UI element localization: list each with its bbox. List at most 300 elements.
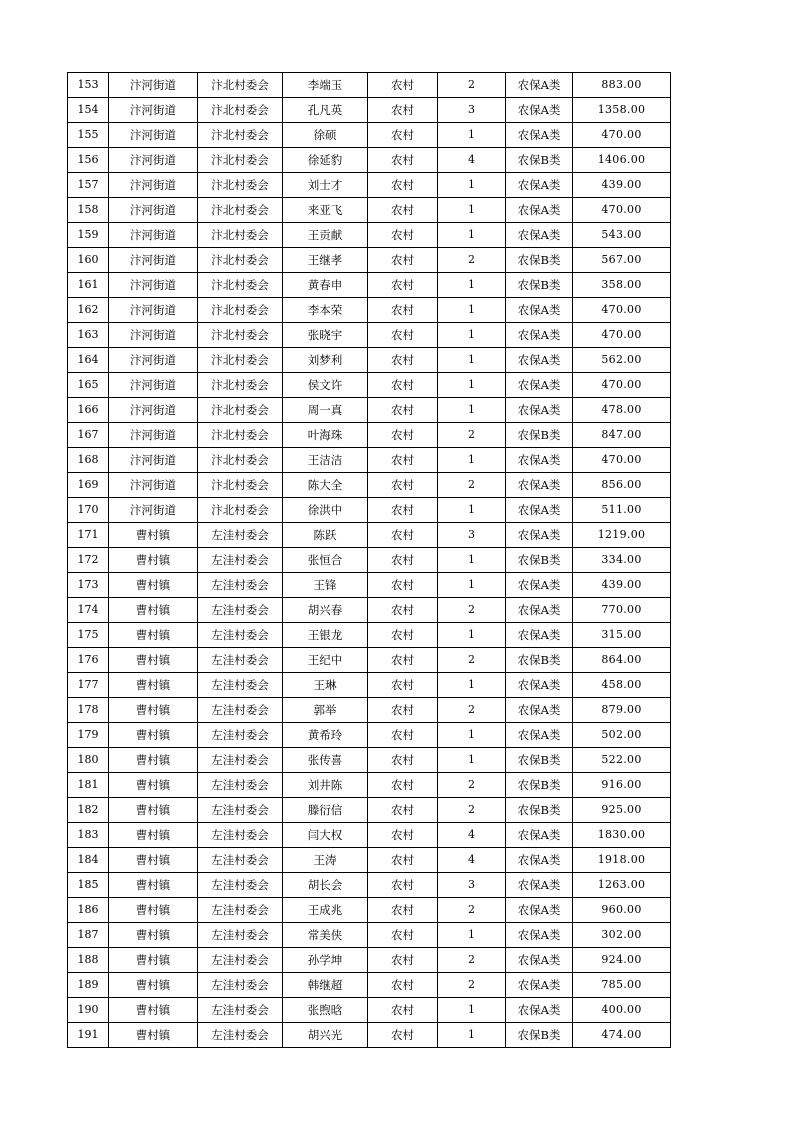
area-type-cell: 农村 <box>368 348 438 373</box>
table-row <box>68 898 671 923</box>
amount-cell: 458.00 <box>573 673 671 698</box>
person-name-cell: 王洁洁 <box>283 448 368 473</box>
town-cell: 曹村镇 <box>109 1023 198 1048</box>
town-cell: 曹村镇 <box>109 698 198 723</box>
insurance-category-cell: 农保A类 <box>506 123 573 148</box>
amount-cell: 1406.00 <box>573 148 671 173</box>
area-type-cell: 农村 <box>368 273 438 298</box>
town-cell: 汴河街道 <box>109 323 198 348</box>
row-number-cell: 177 <box>68 673 109 698</box>
table-row <box>68 698 671 723</box>
household-count-cell: 2 <box>438 973 506 998</box>
insurance-category-cell: 农保A类 <box>506 823 573 848</box>
household-count-cell: 1 <box>438 323 506 348</box>
household-count-cell: 1 <box>438 748 506 773</box>
insurance-category-cell: 农保A类 <box>506 198 573 223</box>
amount-cell: 1263.00 <box>573 873 671 898</box>
person-name-cell: 滕衍信 <box>283 798 368 823</box>
amount-cell: 864.00 <box>573 648 671 673</box>
household-count-cell: 2 <box>438 698 506 723</box>
area-type-cell: 农村 <box>368 248 438 273</box>
insurance-category-cell: 农保B类 <box>506 148 573 173</box>
amount-cell: 770.00 <box>573 598 671 623</box>
insurance-category-cell: 农保A类 <box>506 448 573 473</box>
table-row <box>68 273 671 298</box>
village-cell: 左洼村委会 <box>198 773 283 798</box>
row-number-cell: 162 <box>68 298 109 323</box>
village-cell: 左洼村委会 <box>198 798 283 823</box>
village-cell: 左洼村委会 <box>198 1023 283 1048</box>
table-row <box>68 423 671 448</box>
row-number-cell: 156 <box>68 148 109 173</box>
village-cell: 汴北村委会 <box>198 123 283 148</box>
table-row <box>68 598 671 623</box>
village-cell: 汴北村委会 <box>198 248 283 273</box>
insurance-category-cell: 农保A类 <box>506 473 573 498</box>
area-type-cell: 农村 <box>368 123 438 148</box>
town-cell: 曹村镇 <box>109 898 198 923</box>
village-cell: 汴北村委会 <box>198 223 283 248</box>
village-cell: 左洼村委会 <box>198 973 283 998</box>
village-cell: 汴北村委会 <box>198 198 283 223</box>
village-cell: 左洼村委会 <box>198 748 283 773</box>
area-type-cell: 农村 <box>368 573 438 598</box>
person-name-cell: 胡兴春 <box>283 598 368 623</box>
town-cell: 汴河街道 <box>109 373 198 398</box>
village-cell: 汴北村委会 <box>198 373 283 398</box>
table-row <box>68 973 671 998</box>
household-count-cell: 1 <box>438 623 506 648</box>
area-type-cell: 农村 <box>368 1023 438 1048</box>
amount-cell: 1918.00 <box>573 848 671 873</box>
insurance-category-cell: 农保A类 <box>506 948 573 973</box>
area-type-cell: 农村 <box>368 723 438 748</box>
household-count-cell: 2 <box>438 598 506 623</box>
insurance-category-cell: 农保B类 <box>506 248 573 273</box>
row-number-cell: 184 <box>68 848 109 873</box>
amount-cell: 439.00 <box>573 573 671 598</box>
row-number-cell: 186 <box>68 898 109 923</box>
table-row <box>68 373 671 398</box>
household-count-cell: 1 <box>438 448 506 473</box>
amount-cell: 511.00 <box>573 498 671 523</box>
area-type-cell: 农村 <box>368 948 438 973</box>
village-cell: 汴北村委会 <box>198 498 283 523</box>
person-name-cell: 孔凡英 <box>283 98 368 123</box>
amount-cell: 562.00 <box>573 348 671 373</box>
row-number-cell: 166 <box>68 398 109 423</box>
row-number-cell: 154 <box>68 98 109 123</box>
area-type-cell: 农村 <box>368 598 438 623</box>
amount-cell: 470.00 <box>573 323 671 348</box>
village-cell: 汴北村委会 <box>198 298 283 323</box>
household-count-cell: 2 <box>438 798 506 823</box>
row-number-cell: 165 <box>68 373 109 398</box>
insurance-category-cell: 农保A类 <box>506 523 573 548</box>
table-row <box>68 198 671 223</box>
village-cell: 左洼村委会 <box>198 998 283 1023</box>
village-cell: 左洼村委会 <box>198 648 283 673</box>
row-number-cell: 168 <box>68 448 109 473</box>
row-number-cell: 164 <box>68 348 109 373</box>
row-number-cell: 183 <box>68 823 109 848</box>
insurance-category-cell: 农保B类 <box>506 1023 573 1048</box>
insurance-category-cell: 农保B类 <box>506 773 573 798</box>
amount-cell: 960.00 <box>573 898 671 923</box>
row-number-cell: 158 <box>68 198 109 223</box>
village-cell: 汴北村委会 <box>198 448 283 473</box>
row-number-cell: 176 <box>68 648 109 673</box>
village-cell: 汴北村委会 <box>198 98 283 123</box>
table-row <box>68 73 671 98</box>
person-name-cell: 胡兴光 <box>283 1023 368 1048</box>
area-type-cell: 农村 <box>368 448 438 473</box>
insurance-category-cell: 农保B类 <box>506 548 573 573</box>
amount-cell: 470.00 <box>573 198 671 223</box>
amount-cell: 315.00 <box>573 623 671 648</box>
household-count-cell: 2 <box>438 248 506 273</box>
row-number-cell: 172 <box>68 548 109 573</box>
household-count-cell: 1 <box>438 298 506 323</box>
person-name-cell: 王继孝 <box>283 248 368 273</box>
insurance-category-cell: 农保A类 <box>506 573 573 598</box>
insurance-category-cell: 农保A类 <box>506 723 573 748</box>
insurance-category-cell: 农保A类 <box>506 848 573 873</box>
table-row <box>68 323 671 348</box>
amount-cell: 302.00 <box>573 923 671 948</box>
table-row <box>68 173 671 198</box>
row-number-cell: 169 <box>68 473 109 498</box>
amount-cell: 334.00 <box>573 548 671 573</box>
amount-cell: 856.00 <box>573 473 671 498</box>
person-name-cell: 胡长会 <box>283 873 368 898</box>
table-row <box>68 823 671 848</box>
amount-cell: 1830.00 <box>573 823 671 848</box>
area-type-cell: 农村 <box>368 898 438 923</box>
insurance-category-cell: 农保A类 <box>506 898 573 923</box>
household-count-cell: 1 <box>438 548 506 573</box>
village-cell: 汴北村委会 <box>198 323 283 348</box>
insurance-category-cell: 农保A类 <box>506 673 573 698</box>
area-type-cell: 农村 <box>368 498 438 523</box>
table-row <box>68 473 671 498</box>
insurance-category-cell: 农保B类 <box>506 748 573 773</box>
insurance-category-cell: 农保A类 <box>506 598 573 623</box>
roster-table-body <box>68 73 671 1048</box>
row-number-cell: 157 <box>68 173 109 198</box>
insurance-category-cell: 农保A类 <box>506 348 573 373</box>
town-cell: 汴河街道 <box>109 123 198 148</box>
village-cell: 左洼村委会 <box>198 723 283 748</box>
table-row <box>68 523 671 548</box>
row-number-cell: 180 <box>68 748 109 773</box>
village-cell: 左洼村委会 <box>198 873 283 898</box>
person-name-cell: 侯文许 <box>283 373 368 398</box>
area-type-cell: 农村 <box>368 773 438 798</box>
area-type-cell: 农村 <box>368 648 438 673</box>
village-cell: 汴北村委会 <box>198 348 283 373</box>
person-name-cell: 王纪中 <box>283 648 368 673</box>
town-cell: 汴河街道 <box>109 98 198 123</box>
village-cell: 左洼村委会 <box>198 548 283 573</box>
town-cell: 汴河街道 <box>109 248 198 273</box>
amount-cell: 1219.00 <box>573 523 671 548</box>
town-cell: 曹村镇 <box>109 948 198 973</box>
table-row <box>68 98 671 123</box>
household-count-cell: 2 <box>438 773 506 798</box>
amount-cell: 522.00 <box>573 748 671 773</box>
town-cell: 汴河街道 <box>109 423 198 448</box>
insurance-category-cell: 农保A类 <box>506 223 573 248</box>
insurance-category-cell: 农保A类 <box>506 698 573 723</box>
area-type-cell: 农村 <box>368 148 438 173</box>
row-number-cell: 160 <box>68 248 109 273</box>
row-number-cell: 191 <box>68 1023 109 1048</box>
table-row <box>68 873 671 898</box>
row-number-cell: 190 <box>68 998 109 1023</box>
assistance-roster-table <box>67 72 671 1048</box>
area-type-cell: 农村 <box>368 848 438 873</box>
person-name-cell: 刘井陈 <box>283 773 368 798</box>
town-cell: 曹村镇 <box>109 973 198 998</box>
village-cell: 汴北村委会 <box>198 423 283 448</box>
person-name-cell: 韩继超 <box>283 973 368 998</box>
amount-cell: 543.00 <box>573 223 671 248</box>
amount-cell: 879.00 <box>573 698 671 723</box>
area-type-cell: 农村 <box>368 298 438 323</box>
row-number-cell: 178 <box>68 698 109 723</box>
village-cell: 左洼村委会 <box>198 673 283 698</box>
row-number-cell: 175 <box>68 623 109 648</box>
household-count-cell: 1 <box>438 398 506 423</box>
person-name-cell: 刘士才 <box>283 173 368 198</box>
village-cell: 汴北村委会 <box>198 398 283 423</box>
insurance-category-cell: 农保B类 <box>506 798 573 823</box>
row-number-cell: 163 <box>68 323 109 348</box>
town-cell: 汴河街道 <box>109 348 198 373</box>
insurance-category-cell: 农保B类 <box>506 423 573 448</box>
person-name-cell: 王贡献 <box>283 223 368 248</box>
amount-cell: 400.00 <box>573 998 671 1023</box>
area-type-cell: 农村 <box>368 923 438 948</box>
town-cell: 曹村镇 <box>109 923 198 948</box>
household-count-cell: 1 <box>438 723 506 748</box>
area-type-cell: 农村 <box>368 798 438 823</box>
town-cell: 曹村镇 <box>109 773 198 798</box>
town-cell: 曹村镇 <box>109 598 198 623</box>
table-row <box>68 848 671 873</box>
table-row <box>68 623 671 648</box>
row-number-cell: 174 <box>68 598 109 623</box>
insurance-category-cell: 农保A类 <box>506 373 573 398</box>
insurance-category-cell: 农保B类 <box>506 648 573 673</box>
person-name-cell: 陈大全 <box>283 473 368 498</box>
area-type-cell: 农村 <box>368 373 438 398</box>
town-cell: 曹村镇 <box>109 648 198 673</box>
village-cell: 左洼村委会 <box>198 623 283 648</box>
amount-cell: 439.00 <box>573 173 671 198</box>
household-count-cell: 2 <box>438 898 506 923</box>
insurance-category-cell: 农保A类 <box>506 398 573 423</box>
row-number-cell: 173 <box>68 573 109 598</box>
household-count-cell: 1 <box>438 673 506 698</box>
person-name-cell: 张晓宇 <box>283 323 368 348</box>
town-cell: 汴河街道 <box>109 298 198 323</box>
row-number-cell: 161 <box>68 273 109 298</box>
table-row <box>68 998 671 1023</box>
row-number-cell: 171 <box>68 523 109 548</box>
amount-cell: 502.00 <box>573 723 671 748</box>
area-type-cell: 农村 <box>368 223 438 248</box>
area-type-cell: 农村 <box>368 173 438 198</box>
insurance-category-cell: 农保A类 <box>506 873 573 898</box>
town-cell: 汴河街道 <box>109 173 198 198</box>
village-cell: 左洼村委会 <box>198 948 283 973</box>
area-type-cell: 农村 <box>368 323 438 348</box>
town-cell: 曹村镇 <box>109 548 198 573</box>
row-number-cell: 170 <box>68 498 109 523</box>
town-cell: 曹村镇 <box>109 823 198 848</box>
insurance-category-cell: 农保A类 <box>506 623 573 648</box>
area-type-cell: 农村 <box>368 73 438 98</box>
amount-cell: 785.00 <box>573 973 671 998</box>
household-count-cell: 1 <box>438 373 506 398</box>
person-name-cell: 徐洪中 <box>283 498 368 523</box>
person-name-cell: 王成兆 <box>283 898 368 923</box>
household-count-cell: 1 <box>438 198 506 223</box>
household-count-cell: 1 <box>438 273 506 298</box>
person-name-cell: 闫大权 <box>283 823 368 848</box>
table-row <box>68 723 671 748</box>
town-cell: 曹村镇 <box>109 998 198 1023</box>
village-cell: 汴北村委会 <box>198 73 283 98</box>
village-cell: 汴北村委会 <box>198 473 283 498</box>
person-name-cell: 黄希玲 <box>283 723 368 748</box>
amount-cell: 470.00 <box>573 373 671 398</box>
row-number-cell: 189 <box>68 973 109 998</box>
person-name-cell: 孙学坤 <box>283 948 368 973</box>
amount-cell: 1358.00 <box>573 98 671 123</box>
household-count-cell: 1 <box>438 173 506 198</box>
household-count-cell: 4 <box>438 823 506 848</box>
village-cell: 左洼村委会 <box>198 698 283 723</box>
area-type-cell: 农村 <box>368 98 438 123</box>
household-count-cell: 2 <box>438 948 506 973</box>
village-cell: 汴北村委会 <box>198 148 283 173</box>
table-row <box>68 773 671 798</box>
person-name-cell: 李本荣 <box>283 298 368 323</box>
household-count-cell: 1 <box>438 998 506 1023</box>
row-number-cell: 153 <box>68 73 109 98</box>
person-name-cell: 张恒合 <box>283 548 368 573</box>
row-number-cell: 182 <box>68 798 109 823</box>
village-cell: 汴北村委会 <box>198 273 283 298</box>
person-name-cell: 常美侠 <box>283 923 368 948</box>
insurance-category-cell: 农保A类 <box>506 173 573 198</box>
area-type-cell: 农村 <box>368 548 438 573</box>
household-count-cell: 1 <box>438 348 506 373</box>
area-type-cell: 农村 <box>368 473 438 498</box>
insurance-category-cell: 农保A类 <box>506 923 573 948</box>
town-cell: 汴河街道 <box>109 398 198 423</box>
table-row <box>68 573 671 598</box>
amount-cell: 474.00 <box>573 1023 671 1048</box>
person-name-cell: 张煦晗 <box>283 998 368 1023</box>
household-count-cell: 2 <box>438 73 506 98</box>
table-row <box>68 498 671 523</box>
table-row <box>68 148 671 173</box>
area-type-cell: 农村 <box>368 998 438 1023</box>
village-cell: 左洼村委会 <box>198 523 283 548</box>
village-cell: 左洼村委会 <box>198 598 283 623</box>
village-cell: 左洼村委会 <box>198 848 283 873</box>
row-number-cell: 188 <box>68 948 109 973</box>
person-name-cell: 王琳 <box>283 673 368 698</box>
table-row <box>68 948 671 973</box>
amount-cell: 924.00 <box>573 948 671 973</box>
area-type-cell: 农村 <box>368 673 438 698</box>
household-count-cell: 1 <box>438 923 506 948</box>
row-number-cell: 159 <box>68 223 109 248</box>
town-cell: 汴河街道 <box>109 448 198 473</box>
household-count-cell: 1 <box>438 123 506 148</box>
town-cell: 曹村镇 <box>109 673 198 698</box>
town-cell: 汴河街道 <box>109 498 198 523</box>
village-cell: 汴北村委会 <box>198 173 283 198</box>
person-name-cell: 周一真 <box>283 398 368 423</box>
person-name-cell: 郭举 <box>283 698 368 723</box>
insurance-category-cell: 农保A类 <box>506 998 573 1023</box>
area-type-cell: 农村 <box>368 523 438 548</box>
village-cell: 左洼村委会 <box>198 823 283 848</box>
area-type-cell: 农村 <box>368 198 438 223</box>
amount-cell: 567.00 <box>573 248 671 273</box>
table-row <box>68 798 671 823</box>
amount-cell: 470.00 <box>573 298 671 323</box>
amount-cell: 925.00 <box>573 798 671 823</box>
town-cell: 曹村镇 <box>109 623 198 648</box>
person-name-cell: 王银龙 <box>283 623 368 648</box>
row-number-cell: 185 <box>68 873 109 898</box>
person-name-cell: 徐硕 <box>283 123 368 148</box>
amount-cell: 470.00 <box>573 448 671 473</box>
insurance-category-cell: 农保A类 <box>506 98 573 123</box>
row-number-cell: 181 <box>68 773 109 798</box>
table-row <box>68 398 671 423</box>
area-type-cell: 农村 <box>368 698 438 723</box>
area-type-cell: 农村 <box>368 823 438 848</box>
area-type-cell: 农村 <box>368 748 438 773</box>
town-cell: 汴河街道 <box>109 273 198 298</box>
amount-cell: 916.00 <box>573 773 671 798</box>
table-row <box>68 348 671 373</box>
person-name-cell: 陈跃 <box>283 523 368 548</box>
table-row <box>68 548 671 573</box>
person-name-cell: 来亚飞 <box>283 198 368 223</box>
table-row <box>68 1023 671 1048</box>
town-cell: 曹村镇 <box>109 798 198 823</box>
table-row <box>68 298 671 323</box>
household-count-cell: 1 <box>438 498 506 523</box>
area-type-cell: 农村 <box>368 873 438 898</box>
table-row <box>68 448 671 473</box>
insurance-category-cell: 农保A类 <box>506 73 573 98</box>
table-row <box>68 923 671 948</box>
amount-cell: 883.00 <box>573 73 671 98</box>
row-number-cell: 167 <box>68 423 109 448</box>
amount-cell: 358.00 <box>573 273 671 298</box>
area-type-cell: 农村 <box>368 423 438 448</box>
